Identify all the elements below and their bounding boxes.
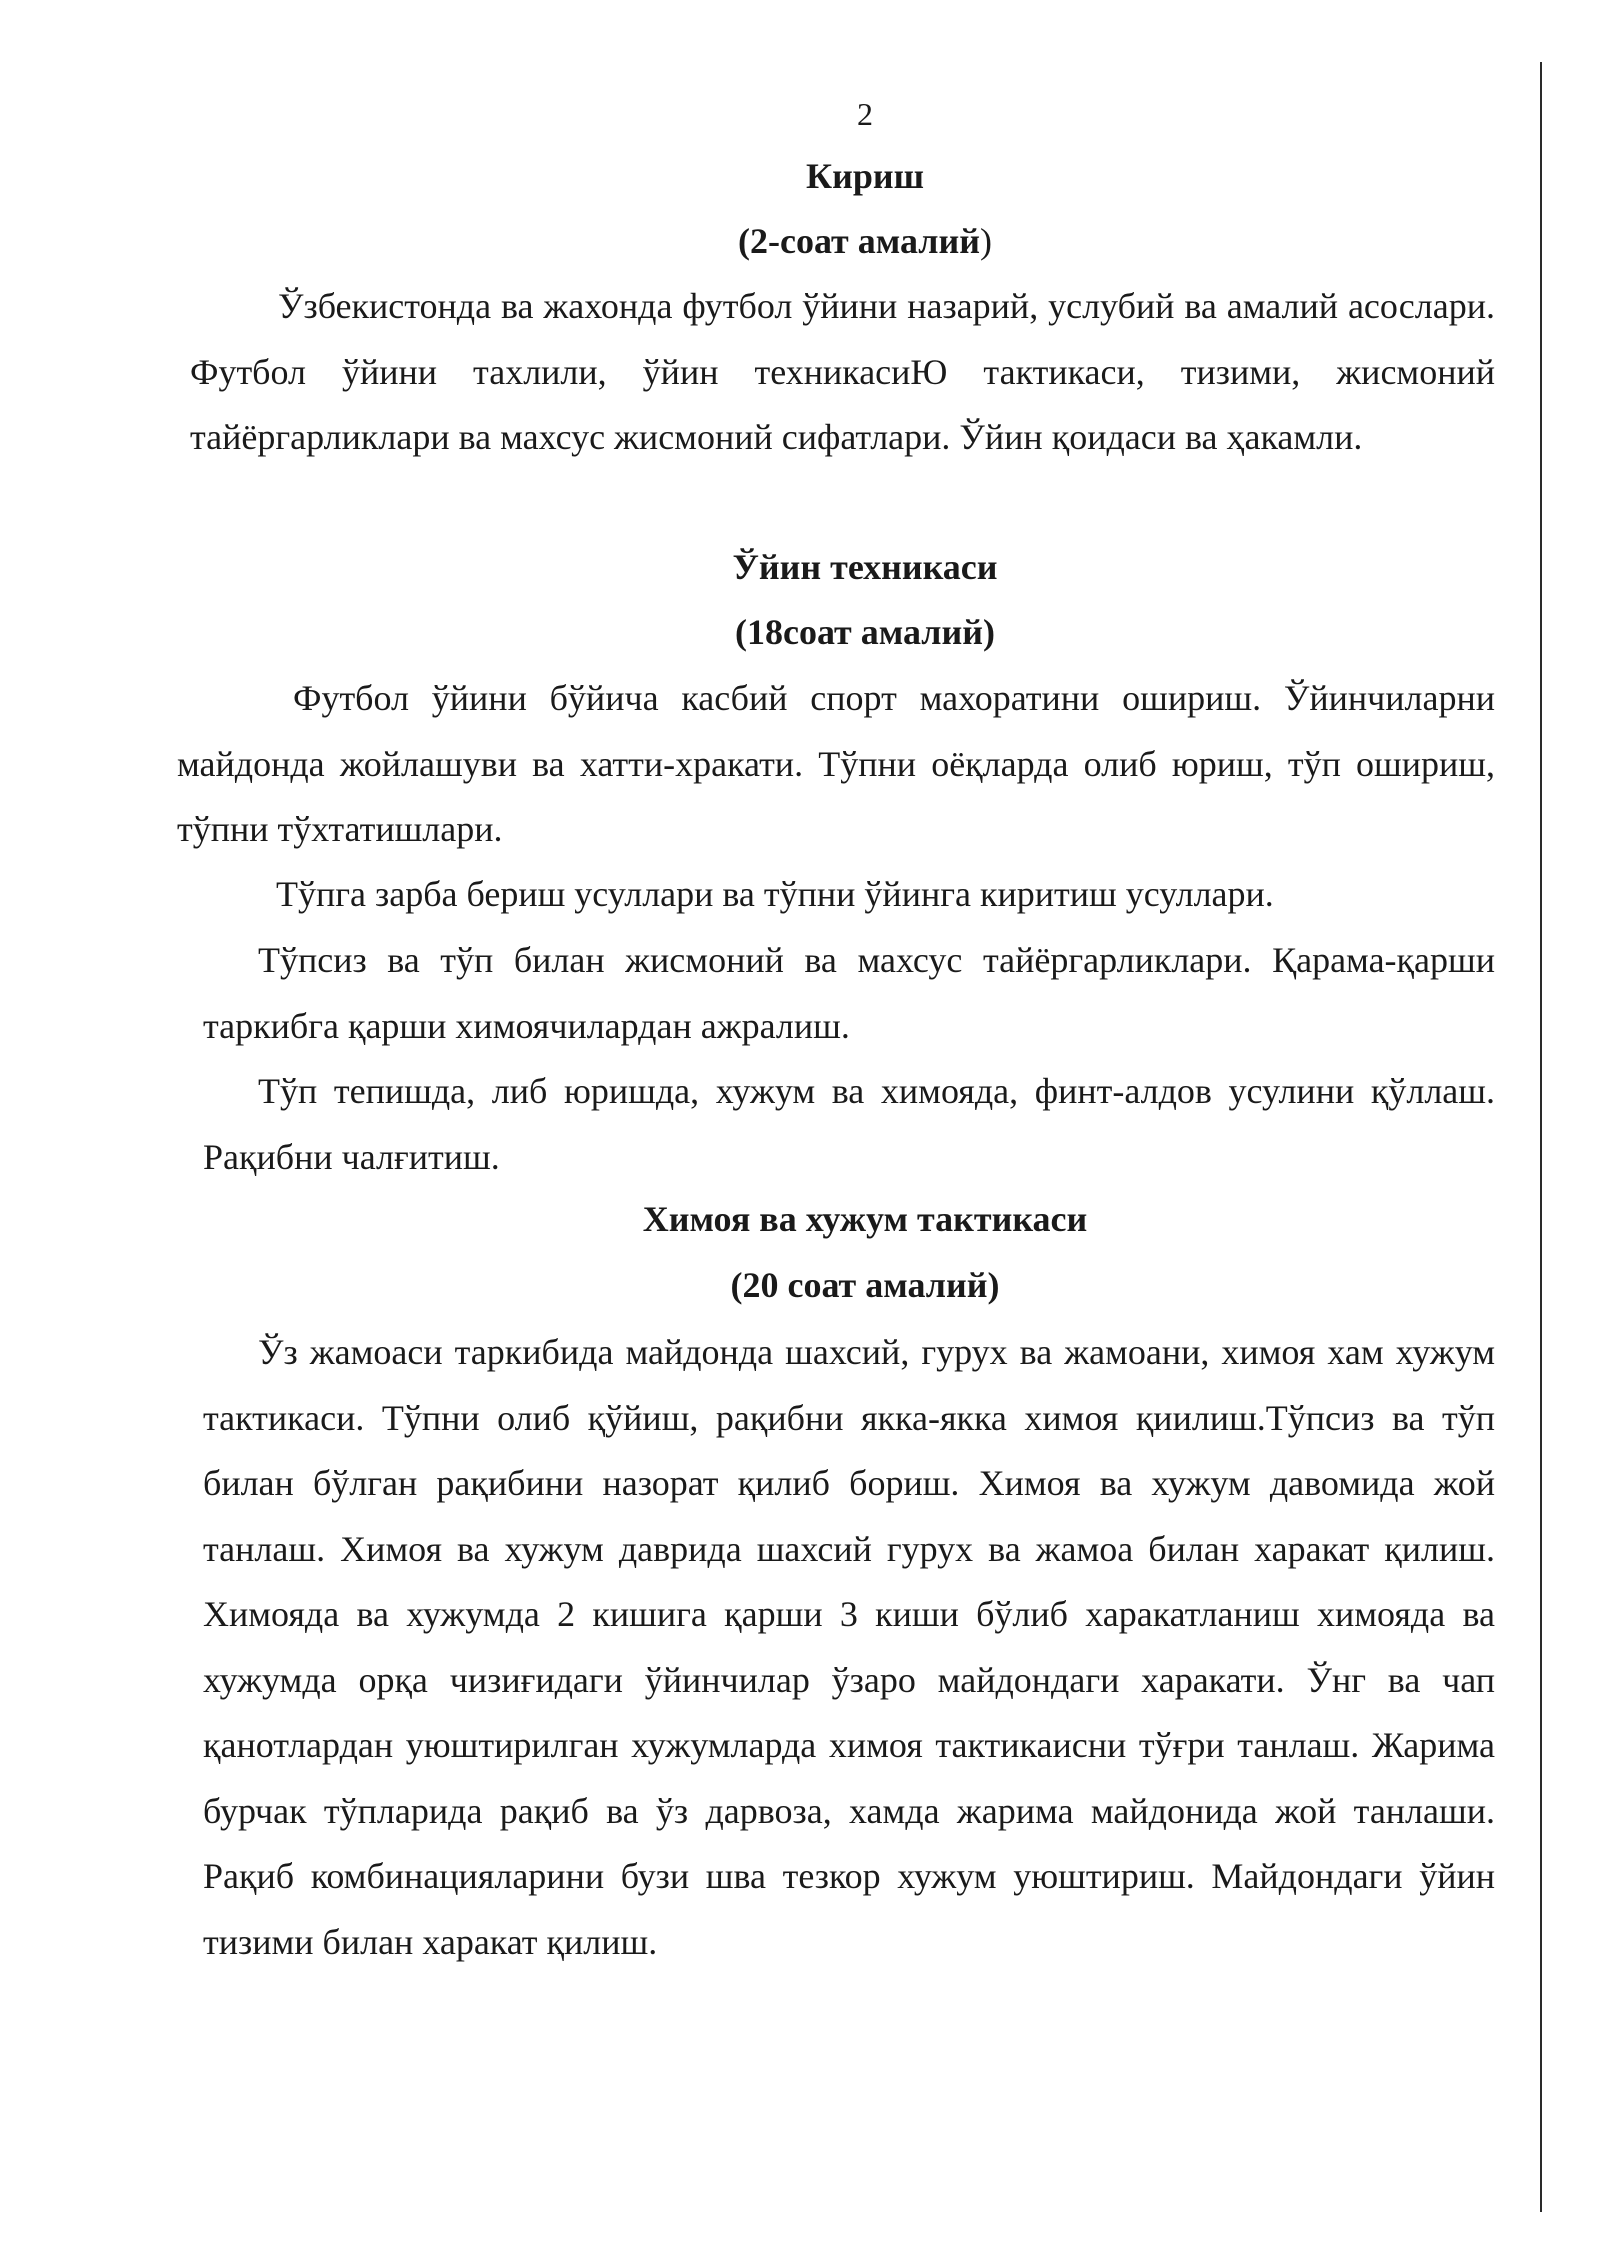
section-title-game-technique: Ўйин техникаси xyxy=(732,547,998,587)
paragraph-tactics: Ўз жамоаси таркибида майдонда шахсий, гурух ва жамоани, химоя хам хужум тактикаси. Тўпни олиб қўйиш, рақибни якка-якка химоя қиилиш.Тўпсиз ва тўп билан бўлган рақибини назорат қилиб бориш. Химоя ва хужум давомида жой танлаш. Химоя ва хужум даврида шахсий гурух ва жамоа билан харакат қилиш. Химояда ва хужумда 2 кишига қарши 3 киши бўлиб харакатланиш химояда ва хужумда орқа чизиғидаги ўйинчилар ўзаро майдондаги харакати. Ўнг ва чап қанотлардан уюштирилган хужумларда химоя тактикаисни тўғри танлаш. Жарима бурчак тўпларида рақиб ва ўз дарвоза, хамда жарима майдонида жой танлаши. Рақиб комбинацияларини бузи шва тезкор хужум уюштириш. Майдондаги ўйин тизими билан харакат қилиш. xyxy=(203,1332,1495,1962)
section-title-introduction: Кириш xyxy=(805,156,924,196)
paragraph-technique-4: Тўп тепишда, либ юришда, хужум ва химояда, финт-алдов усулини қўллаш. Рақибни чалғитиш. xyxy=(203,1071,1495,1177)
paragraph-technique-1: Футбол ўйини бўйича касбий спорт махоратини ошириш. Ўйинчиларни майдонда жойлашуви ва хатти-хракати. Тўпни оёқларда олиб юриш, тўп ошириш, тўпни тўхтатишлари. xyxy=(177,678,1495,849)
section-title-tactics: Химоя ва хужум тактикаси xyxy=(642,1199,1088,1239)
section-subtitle-game-technique: (18соат амалий) xyxy=(735,612,995,652)
subtitle-hours: (2-соат амалий xyxy=(738,221,980,261)
page-number: 2 xyxy=(857,96,873,132)
page-edge-rule xyxy=(1540,62,1542,2212)
subtitle-closing-paren: ) xyxy=(979,221,992,261)
paragraph-technique-2: Тўпга зарба бериш усуллари ва тўпни ўйинга киритиш усуллари. xyxy=(276,874,1274,914)
section-subtitle-tactics: (20 соат амалий) xyxy=(730,1265,1000,1305)
section-subtitle-introduction xyxy=(0,217,1600,265)
paragraph-technique-3: Тўпсиз ва тўп билан жисмоний ва махсус тайёргарликлари. Қарама-қарши таркибга қарши химоячилардан ажралиш. xyxy=(203,940,1495,1046)
paragraph-introduction: Ўзбекистонда ва жахонда футбол ўйини назарий, услубий ва амалий асослари. Футбол ўйини тахлили, ўйин техникасиЮ тактикаси, тизими, жисмоний тайёргарликлари ва махсус жисмоний сифатлари. Ўйин қоидаси ва ҳакамли. xyxy=(190,286,1495,457)
